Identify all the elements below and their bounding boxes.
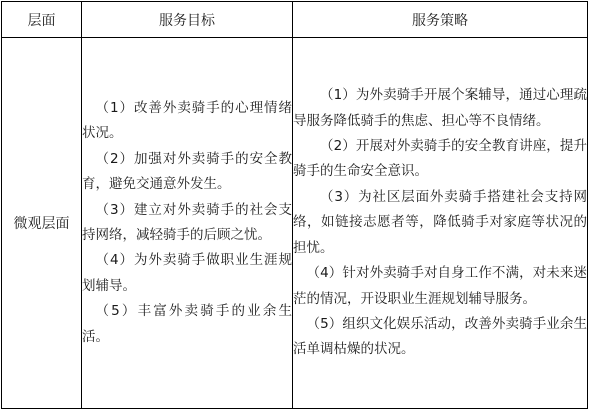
strategy-item: （5）组织文化娱乐活动，改善外卖骑手业余生活单调枯燥的状况。: [293, 315, 587, 358]
header-strategies: 服务策略: [293, 2, 588, 38]
header-goals: 服务目标: [82, 2, 293, 38]
strategy-item: （2）开展对外卖骑手的安全教育讲座，提升骑手的生命安全意识。: [293, 138, 587, 180]
goals-cell: [82, 38, 293, 409]
service-plan-table: [1, 1, 588, 409]
goal-item: （3）建立对外卖骑手的社会支持网络，减轻骑手的后顾之忧。: [82, 201, 292, 243]
strategy-item: （1）为外卖骑手开展个案辅导，通过心理疏导服务降低骑手的焦虑、担心等不良情绪。: [293, 87, 587, 129]
table-header-row: [2, 2, 588, 38]
table-row: [2, 38, 588, 409]
level-cell: 微观层面: [2, 38, 82, 409]
goal-item: （1）改善外卖骑手的心理情绪状况。: [82, 99, 292, 142]
strategy-item: （3）为社区层面外卖骑手搭建社会支持网络，如链接志愿者等，降低骑手对家庭等状况的担忧。: [293, 188, 587, 256]
goal-item: （2）加强对外卖骑手的安全教育，避免交通意外发生。: [82, 150, 292, 193]
strategies-cell: [293, 38, 588, 409]
goal-item: （4）为外卖骑手做职业生涯规划辅导。: [82, 252, 292, 294]
strategy-item: （4）针对外卖骑手对自身工作不满，对未来迷茫的情况，开设职业生涯规划辅导服务。: [293, 265, 587, 307]
goal-item: （5）丰富外卖骑手的业余生活。: [82, 303, 292, 345]
header-level: 层面: [2, 2, 82, 38]
